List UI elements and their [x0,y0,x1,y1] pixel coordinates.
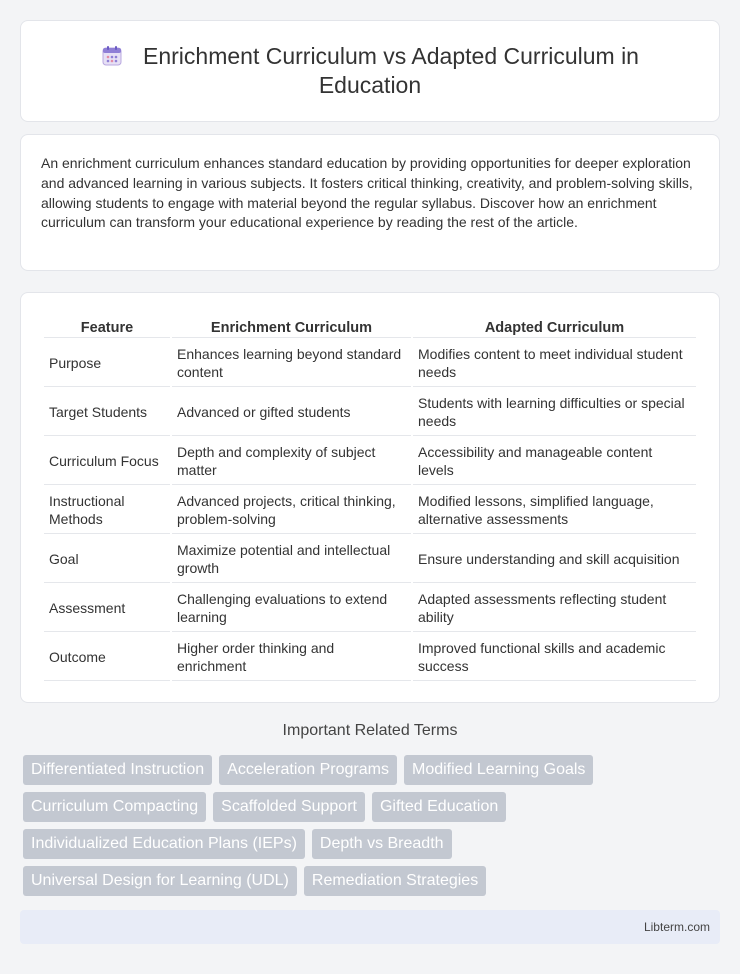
table-row [44,438,696,485]
row-enrichment: Enhances learning beyond standard content [172,340,411,387]
row-feature: Assessment [44,585,170,632]
table-row [44,634,696,681]
tag-row [23,755,723,785]
row-feature: Instructional Methods [44,487,170,534]
row-adapted: Modifies content to meet individual student needs [413,340,696,387]
table-row [44,487,696,534]
comparison-table [42,315,698,683]
tag-row [23,792,723,822]
calendar-icon [101,45,123,67]
row-enrichment: Advanced or gifted students [172,389,411,436]
row-enrichment: Higher order thinking and enrichment [172,634,411,681]
related-term-tag[interactable]: Curriculum Compacting [23,792,206,822]
header-card [20,20,720,122]
tag-row [23,829,723,859]
header-feature: Feature [44,317,170,338]
row-feature: Goal [44,536,170,583]
row-adapted: Adapted assessments reflecting student ability [413,585,696,632]
header-enrichment: Enrichment Curriculum [172,317,411,338]
row-enrichment: Depth and complexity of subject matter [172,438,411,485]
table-row [44,536,696,583]
footer-site-link[interactable]: Libterm.com [643,920,710,934]
intro-card [20,134,720,271]
row-enrichment: Challenging evaluations to extend learning [172,585,411,632]
page-title [61,42,679,100]
related-term-tag[interactable]: Universal Design for Learning (UDL) [23,866,297,896]
table-row [44,585,696,632]
row-adapted: Accessibility and manageable content levels [413,438,696,485]
related-term-tag[interactable]: Scaffolded Support [213,792,365,822]
row-feature: Target Students [44,389,170,436]
comparison-table-card [20,292,720,703]
footer [20,910,720,944]
row-enrichment: Advanced projects, critical thinking, problem-solving [172,487,411,534]
related-terms-title: Important Related Terms [282,722,458,739]
row-enrichment: Maximize potential and intellectual growth [172,536,411,583]
row-feature: Outcome [44,634,170,681]
intro-paragraph: An enrichment curriculum enhances standard education by providing opportunities for deeper exploration and advanced learning in various subjects. It fosters critical thinking, creativity, and problem-solving skills, allowing students to engage with material beyond the regular syllabus. Discover how an enrichment curriculum can transform your educational experience by reading the rest of the article. [41,155,693,231]
row-adapted: Ensure understanding and skill acquisition [413,536,696,583]
related-term-tag[interactable]: Gifted Education [372,792,506,822]
related-terms-tags [23,755,723,903]
related-term-tag[interactable]: Remediation Strategies [304,866,486,896]
related-term-tag[interactable]: Acceleration Programs [219,755,397,785]
row-adapted: Improved functional skills and academic success [413,634,696,681]
related-term-tag[interactable]: Individualized Education Plans (IEPs) [23,829,305,859]
row-adapted: Students with learning difficulties or special needs [413,389,696,436]
related-term-tag[interactable]: Modified Learning Goals [404,755,593,785]
page-title-text: Enrichment Curriculum vs Adapted Curriculum in Education [143,43,639,98]
header-adapted: Adapted Curriculum [413,317,696,338]
table-header-row [44,317,696,338]
row-feature: Purpose [44,340,170,387]
related-term-tag[interactable]: Differentiated Instruction [23,755,212,785]
tag-row [23,866,723,896]
table-row [44,389,696,436]
row-adapted: Modified lessons, simplified language, alternative assessments [413,487,696,534]
row-feature: Curriculum Focus [44,438,170,485]
related-term-tag[interactable]: Depth vs Breadth [312,829,452,859]
table-row [44,340,696,387]
